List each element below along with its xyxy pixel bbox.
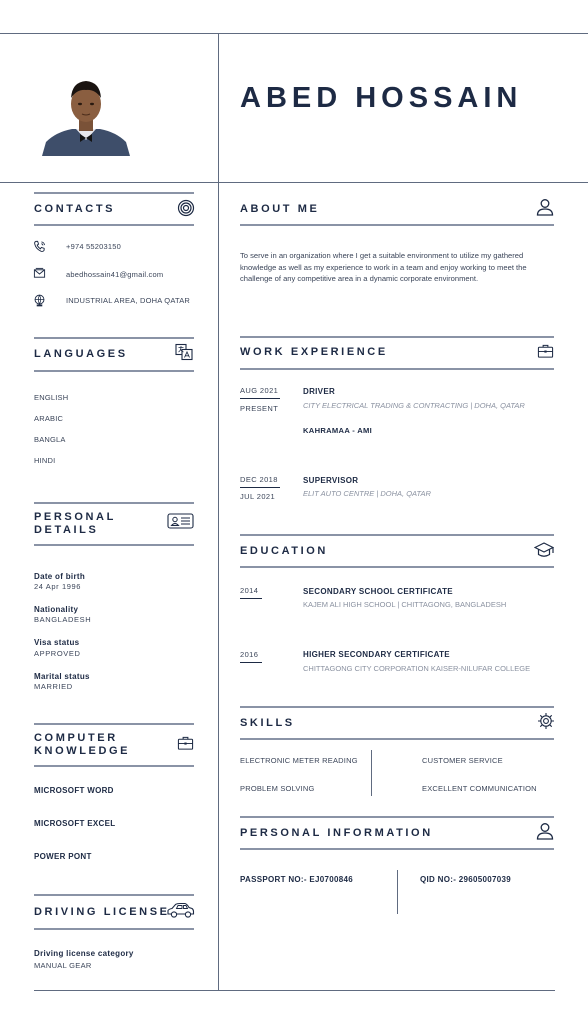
job-company: ELIT AUTO CENTRE | DOHA, QATAR bbox=[303, 489, 431, 498]
info-divider bbox=[397, 870, 398, 914]
section-underline bbox=[34, 765, 194, 767]
date-divider bbox=[240, 487, 280, 488]
license-category-label: Driving license category bbox=[34, 949, 134, 958]
license-category-value: MANUAL GEAR bbox=[34, 961, 92, 970]
computer-skill-item: POWER PONT bbox=[34, 852, 92, 861]
header-rule bbox=[0, 182, 588, 183]
job-start-date: AUG 2021 bbox=[240, 386, 279, 395]
marital-label: Marital status bbox=[34, 672, 90, 681]
user-icon bbox=[536, 822, 554, 840]
mail-icon bbox=[33, 267, 46, 280]
education-year: 2016 bbox=[240, 650, 259, 659]
user-icon bbox=[536, 198, 554, 216]
section-overline bbox=[240, 706, 554, 708]
dob-label: Date of birth bbox=[34, 572, 86, 581]
nationality-value: BANGLADESH bbox=[34, 615, 92, 624]
visa-value: APPROVED bbox=[34, 649, 81, 658]
skill-item: PROBLEM SOLVING bbox=[240, 784, 315, 793]
passport-number: PASSPORT NO:- EJ0700846 bbox=[240, 875, 354, 884]
job-project: KAHRAMAA - AMI bbox=[303, 426, 373, 435]
education-year: 2014 bbox=[240, 586, 259, 595]
section-underline bbox=[34, 224, 194, 226]
briefcase-icon bbox=[537, 343, 554, 359]
profile-photo bbox=[42, 78, 130, 156]
car-icon bbox=[166, 901, 195, 919]
candidate-name: ABED HOSSAIN bbox=[240, 82, 523, 114]
education-degree: SECONDARY SCHOOL CERTIFICATE bbox=[303, 587, 453, 596]
languages-title: LANGUAGES bbox=[34, 348, 128, 360]
section-overline bbox=[34, 337, 194, 339]
driving-license-title: DRIVING LICENSE bbox=[34, 906, 170, 918]
work-title: WORK EXPERIENCE bbox=[240, 346, 388, 358]
skill-item: CUSTOMER SERVICE bbox=[422, 756, 503, 765]
section-overline bbox=[34, 192, 194, 194]
job-start-date: DEC 2018 bbox=[240, 475, 278, 484]
contact-address: INDUSTRIAL AREA, DOHA QATAR bbox=[66, 296, 191, 305]
section-underline bbox=[240, 566, 554, 568]
id-card-icon bbox=[167, 512, 194, 530]
skill-item: EXCELLENT COMMUNICATION bbox=[422, 784, 537, 793]
section-underline bbox=[34, 544, 194, 546]
job-end-date: PRESENT bbox=[240, 404, 279, 413]
section-overline bbox=[34, 723, 194, 725]
target-icon bbox=[177, 199, 195, 217]
gear-icon bbox=[537, 712, 555, 730]
globe-icon bbox=[33, 294, 46, 307]
computer-skill-item: MICROSOFT WORD bbox=[34, 786, 114, 795]
skill-item: ELECTRONIC METER READING bbox=[240, 756, 358, 765]
about-text: To serve in an organization where I get a suitable environment to utilize my gathered knowledge as well as my experience to work in a team and enjoy working to meet the challenge of any competitive area in a dynamic corporate environment. bbox=[240, 251, 527, 283]
computer-knowledge-title: COMPUTER KNOWLEDGE bbox=[34, 732, 131, 757]
language-item: ARABIC bbox=[34, 414, 64, 423]
date-divider bbox=[240, 598, 262, 599]
date-divider bbox=[240, 662, 262, 663]
section-underline bbox=[240, 368, 554, 370]
skills-title: SKILLS bbox=[240, 717, 295, 729]
bottom-rule bbox=[34, 990, 555, 991]
section-overline bbox=[34, 502, 194, 504]
contact-phone: +974 55203150 bbox=[66, 242, 121, 251]
job-end-date: JUL 2021 bbox=[240, 492, 276, 501]
briefcase-icon bbox=[177, 735, 194, 751]
language-item: ENGLISH bbox=[34, 393, 69, 402]
education-degree: HIGHER SECONDARY CERTIFICATE bbox=[303, 650, 450, 659]
personal-info-title: PERSONAL INFORMATION bbox=[240, 827, 433, 839]
section-underline bbox=[240, 848, 554, 850]
language-item: BANGLA bbox=[34, 435, 66, 444]
phone-icon bbox=[33, 240, 46, 253]
section-underline bbox=[240, 738, 554, 740]
top-rule bbox=[0, 33, 588, 34]
skills-divider bbox=[371, 750, 372, 796]
section-underline bbox=[34, 370, 194, 372]
section-underline bbox=[34, 928, 194, 930]
job-company: CITY ELECTRICAL TRADING & CONTRACTING | DOHA, QATAR bbox=[303, 401, 525, 410]
section-overline bbox=[240, 816, 554, 818]
section-overline bbox=[240, 336, 554, 338]
personal-details-title: PERSONAL DETAILS bbox=[34, 511, 116, 536]
computer-skill-item: MICROSOFT EXCEL bbox=[34, 819, 116, 828]
education-school: CHITTAGONG CITY CORPORATION KAISER-NILUFAR COLLEGE bbox=[303, 664, 531, 673]
visa-label: Visa status bbox=[34, 638, 80, 647]
language-item: HINDI bbox=[34, 456, 56, 465]
translate-icon bbox=[175, 343, 193, 361]
job-role: DRIVER bbox=[303, 387, 336, 396]
about-title: ABOUT ME bbox=[240, 203, 320, 215]
qid-number: QID NO:- 29605007039 bbox=[420, 875, 511, 884]
education-school: KAJEM ALI HIGH SCHOOL | CHITTAGONG, BANGLADESH bbox=[303, 600, 507, 609]
date-divider bbox=[240, 398, 280, 399]
column-divider bbox=[218, 33, 219, 991]
section-underline bbox=[240, 224, 554, 226]
job-role: SUPERVISOR bbox=[303, 476, 359, 485]
contact-email: abedhossain41@gmail.com bbox=[66, 270, 164, 279]
marital-value: MARRIED bbox=[34, 682, 73, 691]
education-title: EDUCATION bbox=[240, 545, 328, 557]
nationality-label: Nationality bbox=[34, 605, 79, 614]
dob-value: 24 Apr 1996 bbox=[34, 582, 82, 591]
section-overline bbox=[34, 894, 194, 896]
section-overline bbox=[240, 534, 554, 536]
graduation-cap-icon bbox=[534, 541, 554, 560]
contacts-title: CONTACTS bbox=[34, 203, 116, 215]
